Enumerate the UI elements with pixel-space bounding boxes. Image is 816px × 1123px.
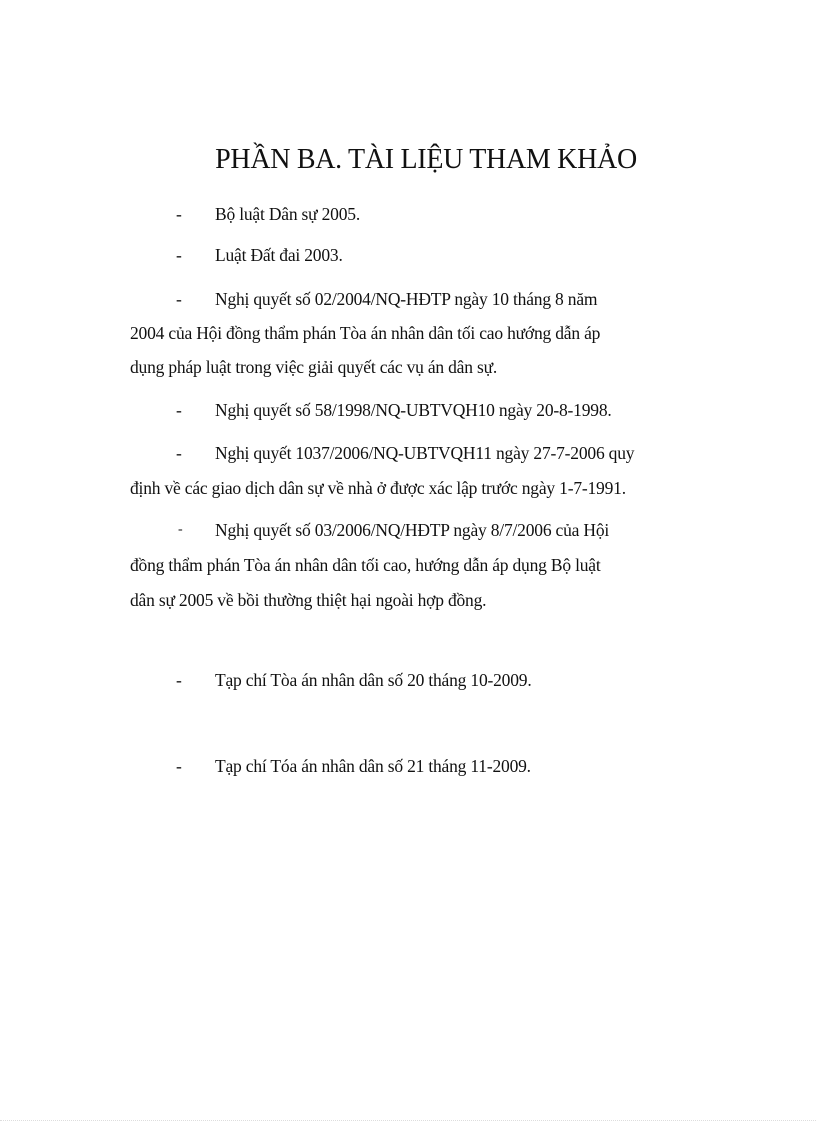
reference-text: 2004 của Hội đồng thẩm phán Tòa án nhân dân tối cao hướng dẫn áp — [130, 323, 601, 343]
bullet-dash: - — [176, 400, 182, 420]
bullet-dash: - — [176, 443, 182, 463]
reference-text: Bộ luật Dân sự 2005. — [215, 204, 360, 224]
reference-text: Luật Đất đai 2003. — [215, 245, 343, 265]
bullet-dash: - — [176, 204, 182, 224]
reference-text: đồng thẩm phán Tòa án nhân dân tối cao, hướng dẫn áp dụng Bộ luật — [130, 555, 601, 575]
reference-text: Tạp chí Tóa án nhân dân số 21 tháng 11-2009. — [215, 756, 531, 776]
bullet-dash: - — [178, 522, 183, 537]
reference-text: Tạp chí Tòa án nhân dân số 20 tháng 10-2009. — [215, 670, 532, 690]
reference-text: dụng pháp luật trong việc giải quyết các vụ án dân sự. — [130, 357, 498, 377]
page-bottom-border — [0, 1120, 816, 1121]
reference-text: Nghị quyết số 58/1998/NQ-UBTVQH10 ngày 20-8-1998. — [215, 400, 612, 420]
bullet-dash: - — [176, 289, 182, 309]
bullet-dash: - — [176, 670, 182, 690]
reference-text: định về các giao dịch dân sự về nhà ở được xác lập trước ngày 1-7-1991. — [130, 478, 626, 498]
reference-text: Nghị quyết 1037/2006/NQ-UBTVQH11 ngày 27-7-2006 quy — [215, 443, 635, 463]
bullet-dash: - — [176, 245, 182, 265]
page-title: PHẦN BA. TÀI LIỆU THAM KHẢO — [215, 144, 637, 175]
reference-text: Nghị quyết số 03/2006/NQ/HĐTP ngày 8/7/2006 của Hội — [215, 520, 610, 540]
reference-text: Nghị quyết số 02/2004/NQ-HĐTP ngày 10 tháng 8 năm — [215, 289, 598, 309]
bullet-dash: - — [176, 756, 182, 776]
reference-text: dân sự 2005 về bồi thường thiệt hại ngoài hợp đồng. — [130, 590, 487, 610]
